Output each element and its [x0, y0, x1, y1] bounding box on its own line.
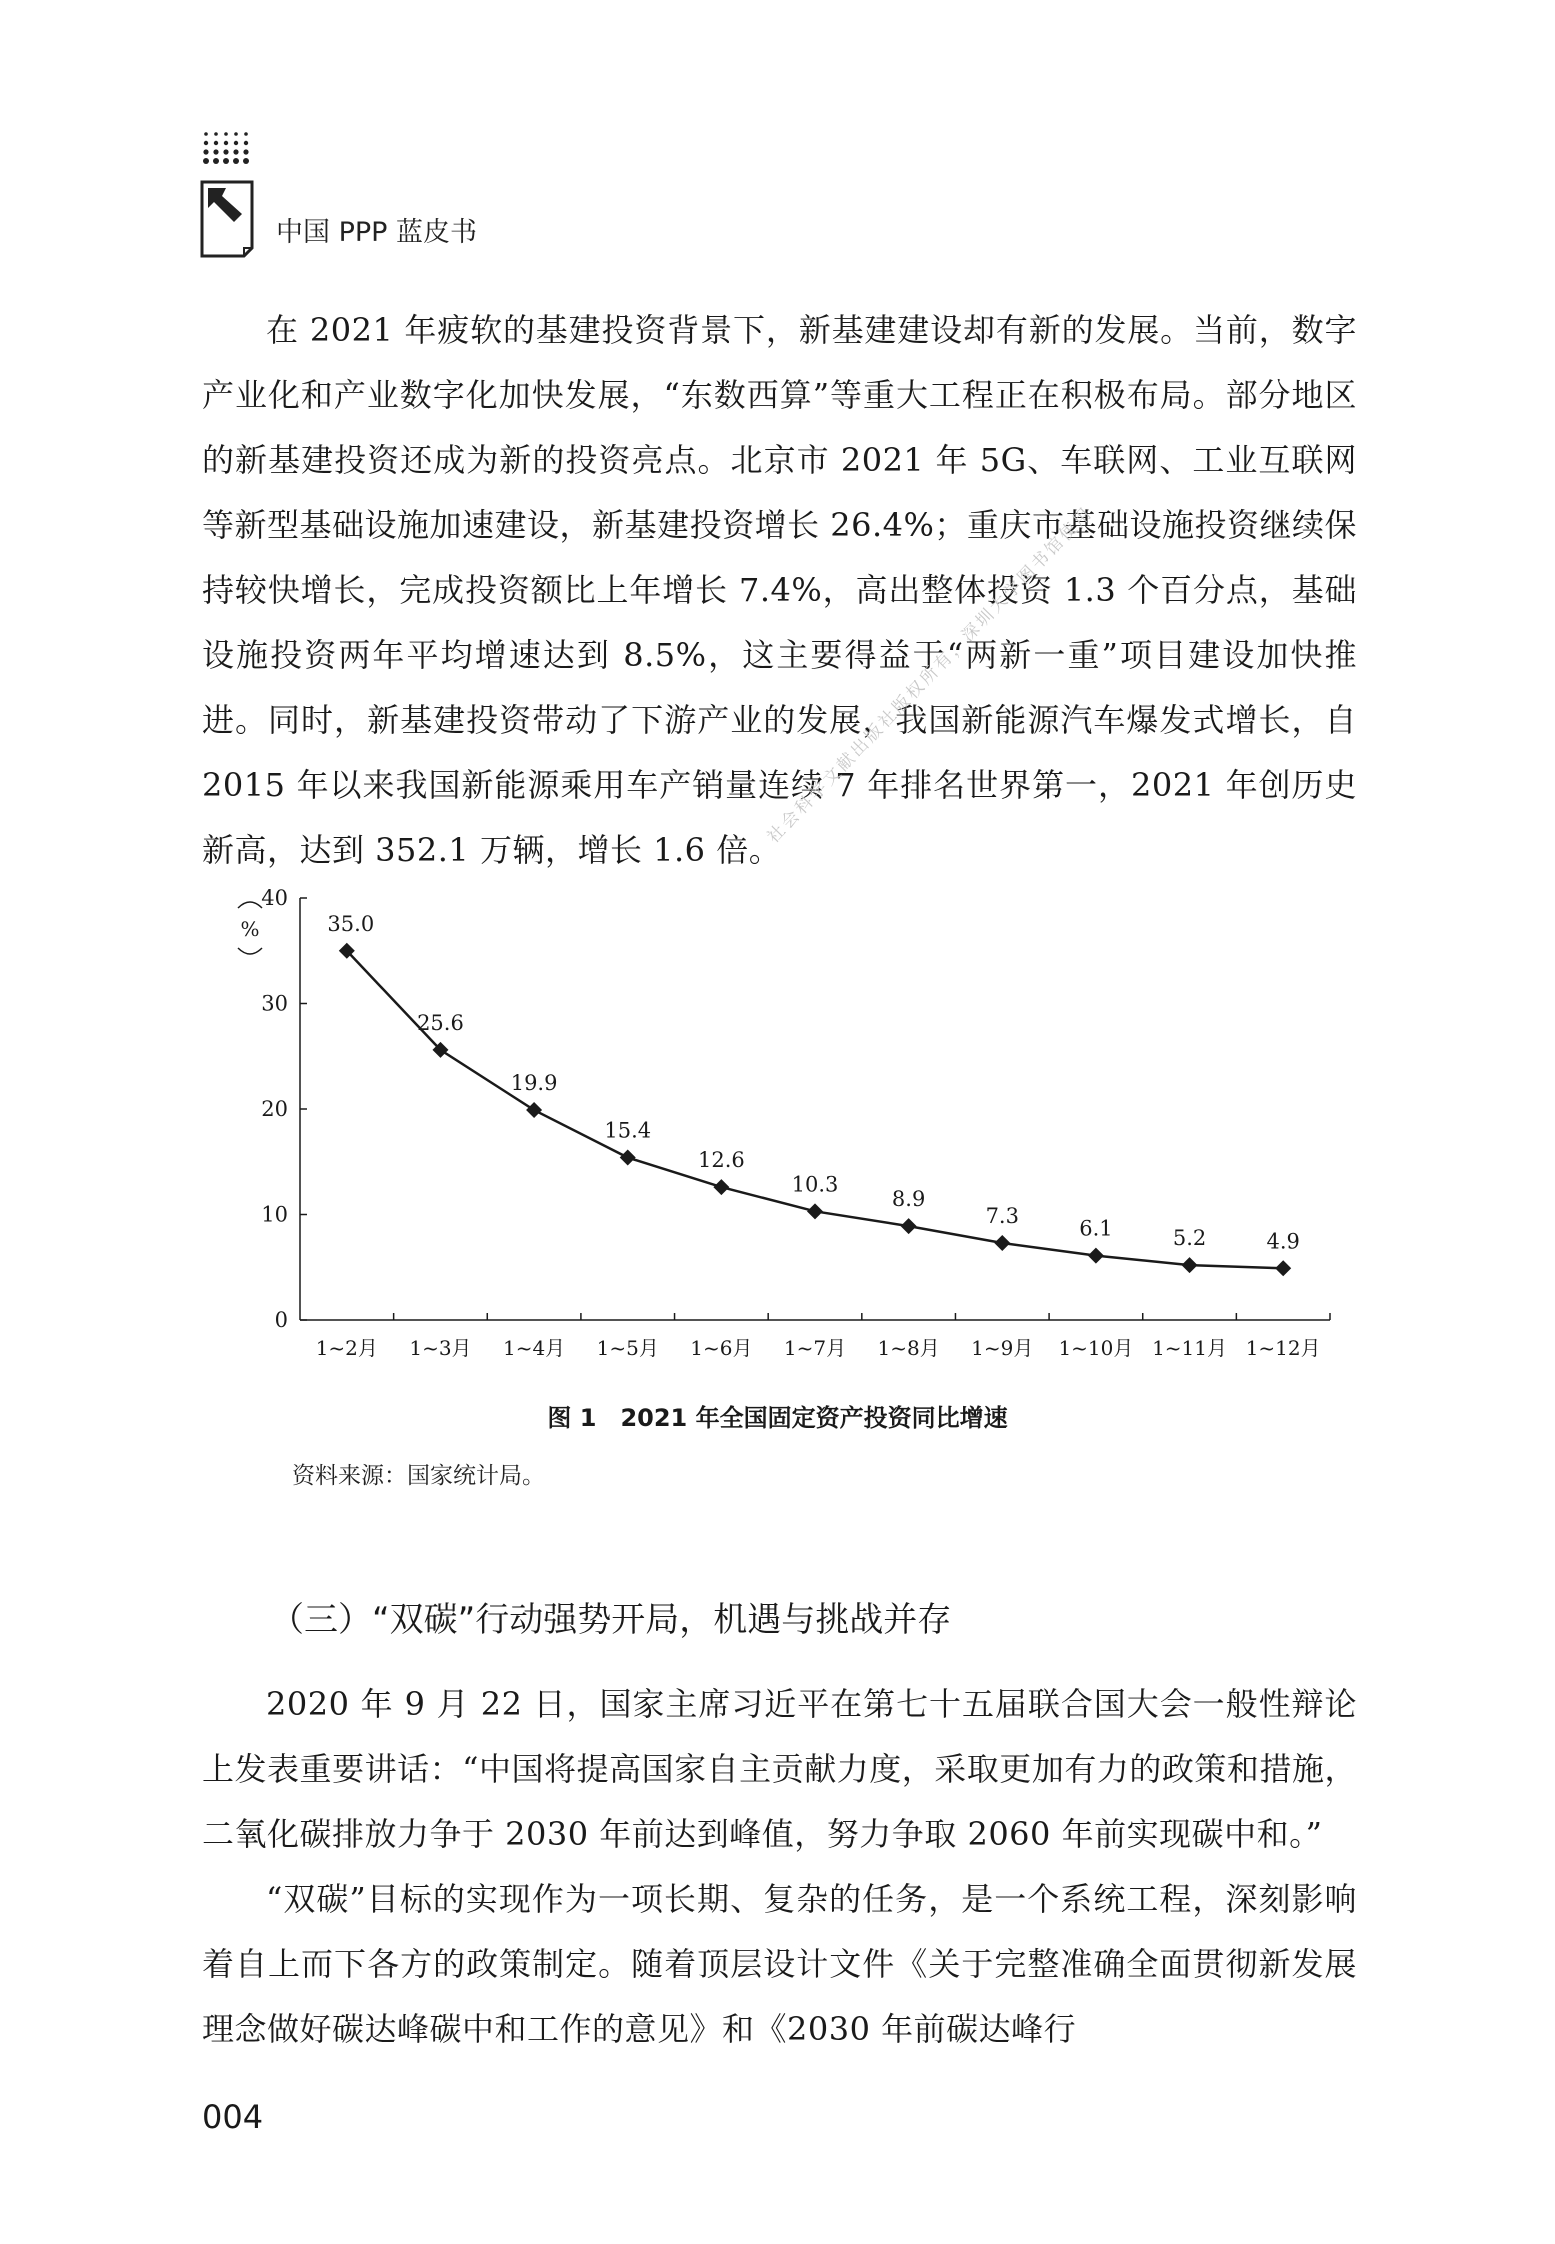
x-tick-label: 1~7月 [783, 1336, 847, 1360]
chart-caption: 图 1 2021 年全国固定资产投资同比增速 [547, 1404, 1008, 1432]
y-tick-label: 20 [261, 1097, 288, 1121]
data-value-label: 5.2 [1172, 1226, 1207, 1251]
data-point-marker [994, 1235, 1010, 1251]
body-paragraph: 2020 年 9 月 22 日，国家主席习近平在第七十五届联合国大会一般性辩论上发表重要讲话：“中国将提高国家自主贡献力度，采取更加有力的政策和措施，二氧化碳排放力争于 2030 年前达到峰值，努力争取 2060 年前实现碳中和。” [202, 1685, 1357, 1853]
body-paragraph: “双碳”目标的实现作为一项长期、复杂的任务，是一个系统工程，深刻影响着自上而下各方的政策制定。随着顶层设计文件《关于完整准确全面贯彻新发展理念做好碳达峰碳中和工作的意见》和《2030 年前碳达峰行 [202, 1880, 1357, 2048]
data-value-label: 25.6 [417, 1010, 464, 1035]
page-number: 004 [202, 2098, 264, 2136]
watermark: 社会科学文献出版社版权所有，深圳大学图书馆使用 [763, 502, 1098, 848]
chart-svg [220, 880, 1350, 1380]
data-point-marker [1275, 1260, 1291, 1276]
x-tick-label: 1~8月 [877, 1336, 940, 1360]
data-value-label: 15.4 [604, 1118, 652, 1143]
data-point-marker [620, 1150, 636, 1166]
x-tick-label: 1~9月 [971, 1336, 1034, 1360]
x-tick-label: 1~4月 [502, 1336, 566, 1360]
y-tick-label: 30 [261, 991, 288, 1016]
data-value-label: 35.0 [327, 911, 375, 936]
chart-source-note: 资料来源：国家统计局。 [292, 1463, 545, 1489]
section-heading: （三）“双碳”行动强势开局，机遇与挑战并存 [270, 1600, 952, 1640]
data-value-label: 6.1 [1079, 1216, 1113, 1241]
ylabel-paren-bottom [238, 948, 262, 954]
line-chart [220, 880, 1350, 1380]
data-value-label: 4.9 [1266, 1229, 1300, 1254]
series-line [347, 951, 1283, 1269]
data-point-marker [1182, 1257, 1198, 1273]
data-point-marker [1088, 1248, 1104, 1264]
x-tick-label: 1~10月 [1058, 1336, 1134, 1360]
data-point-marker [901, 1218, 917, 1234]
data-value-label: 19.9 [510, 1071, 558, 1096]
x-tick-label: 1~11月 [1152, 1336, 1228, 1360]
data-value-label: 10.3 [791, 1172, 839, 1197]
data-point-marker [526, 1102, 542, 1118]
x-tick-label: 1~12月 [1245, 1336, 1321, 1360]
book-logo-icon [200, 130, 264, 260]
y-tick-label: 40 [261, 886, 288, 910]
x-tick-label: 1~5月 [596, 1336, 659, 1360]
book-title: 中国 PPP 蓝皮书 [276, 217, 478, 248]
body-paragraph: 在 2021 年疲软的基建投资背景下，新基建建设却有新的发展。当前，数字产业化和产业数字化加快发展，“东数西算”等重大工程正在积极布局。部分地区的新基建投资还成为新的投资亮点。北京市 2021 年 5G、车联网、工业互联网等新型基础设施加速建设，新基建投资增长 26.4%；重庆市基础设施投资继续保持较快增长，完成投资额比上年增长 7.4%，高出整体投资 1.3 个百分点，基础设施投资两年平均增速达到 8.5%，这主要得益于“两新一重”项目建设加快推进。同时，新基建投资带动了下游产业的发展，我国新能源汽车爆发式增长，自 2015 年以来我国新能源乘用车产销量连续 7 年排名世界第一，2021 年创历史新高，达到 352.1 万辆，增长 1.6 倍。 [202, 311, 1357, 869]
x-tick-label: 1~6月 [690, 1336, 753, 1360]
data-value-label: 12.6 [697, 1148, 745, 1173]
y-axis-label: % [240, 917, 260, 941]
data-value-label: 7.3 [985, 1203, 1019, 1228]
y-tick-label: 0 [274, 1308, 288, 1332]
ylabel-paren-top [238, 902, 262, 908]
data-point-marker [807, 1203, 823, 1219]
data-value-label: 8.9 [891, 1187, 926, 1212]
data-point-marker [713, 1179, 729, 1195]
y-tick-label: 10 [261, 1202, 288, 1227]
x-tick-label: 1~3月 [409, 1336, 472, 1360]
x-tick-label: 1~2月 [315, 1336, 378, 1360]
